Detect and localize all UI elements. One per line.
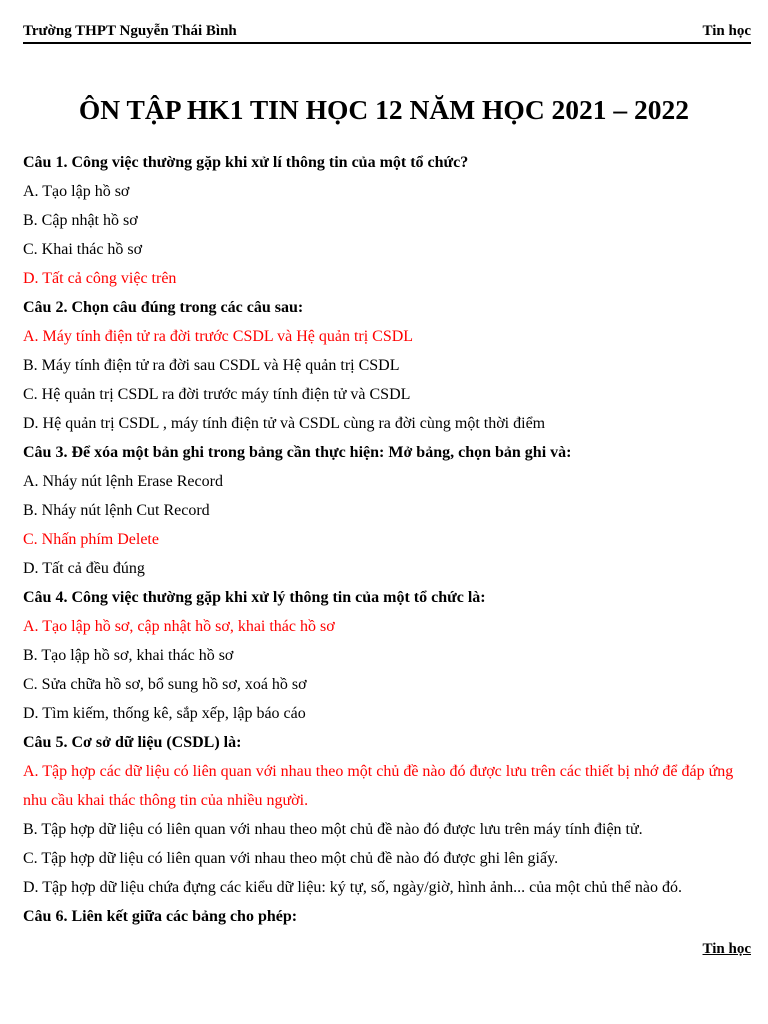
page-header — [23, 22, 751, 44]
question-4-option-b: B. Tạo lập hồ sơ, khai thác hồ sơ — [23, 647, 234, 664]
question-2: Câu 2. Chọn câu đúng trong các câu sau: — [23, 299, 304, 316]
question-1: Câu 1. Công việc thường gặp khi xử lí thông tin của một tổ chức? — [23, 154, 469, 171]
school-name: Trường THPT Nguyễn Thái Bình — [23, 23, 237, 39]
question-list — [23, 148, 754, 931]
question-2-option-c: C. Hệ quản trị CSDL ra đời trước máy tính điện tử và CSDL — [23, 386, 411, 403]
question-3-option-a: A. Nháy nút lệnh Erase Record — [23, 473, 223, 490]
question-4-option-c: C. Sửa chữa hồ sơ, bổ sung hồ sơ, xoá hồ sơ — [23, 676, 307, 693]
question-4-option-a-correct: A. Tạo lập hồ sơ, cập nhật hồ sơ, khai thác hồ sơ — [23, 618, 335, 635]
question-4: Câu 4. Công việc thường gặp khi xử lý thông tin của một tổ chức là: — [23, 589, 486, 606]
question-5: Câu 5. Cơ sở dữ liệu (CSDL) là: — [23, 734, 242, 751]
question-5-option-a-correct: A. Tập hợp các dữ liệu có liên quan với nhau theo một chủ đề nào đó được lưu trên các thiết bị nhớ để đáp ứng nhu cầu khai thác thông tin của nhiều người. — [23, 763, 734, 809]
footer-subject: Tin học — [702, 941, 751, 957]
question-3-option-d: D. Tất cả đều đúng — [23, 560, 145, 577]
question-1-option-b: B. Cập nhật hồ sơ — [23, 212, 138, 229]
question-3-option-c-correct: C. Nhấn phím Delete — [23, 531, 159, 548]
question-1-option-a: A. Tạo lập hồ sơ — [23, 183, 130, 200]
question-4-option-d: D. Tìm kiếm, thống kê, sắp xếp, lập báo cáo — [23, 705, 306, 722]
question-3-option-b: B. Nháy nút lệnh Cut Record — [23, 502, 210, 519]
question-2-option-b: B. Máy tính điện tử ra đời sau CSDL và Hệ quản trị CSDL — [23, 357, 400, 374]
question-3: Câu 3. Để xóa một bản ghi trong bảng cần thực hiện: Mở bảng, chọn bản ghi và: — [23, 444, 572, 461]
question-1-option-d-correct: D. Tất cả công việc trên — [23, 270, 177, 287]
question-5-option-d: D. Tập hợp dữ liệu chứa đựng các kiểu dữ liệu: ký tự, số, ngày/giờ, hình ảnh... của một chủ thể nào đó. — [23, 879, 682, 896]
question-1-option-c: C. Khai thác hồ sơ — [23, 241, 143, 258]
question-5-option-c: C. Tập hợp dữ liệu có liên quan với nhau theo một chủ đề nào đó được ghi lên giấy. — [23, 850, 559, 867]
question-5-option-b: B. Tập hợp dữ liệu có liên quan với nhau theo một chủ đề nào đó được lưu trên máy tính điện tử. — [23, 821, 643, 838]
header-subject: Tin học — [702, 23, 751, 39]
page-title: ÔN TẬP HK1 TIN HỌC 12 NĂM HỌC 2021 – 2022 — [78, 94, 690, 125]
question-6: Câu 6. Liên kết giữa các bảng cho phép: — [23, 908, 298, 925]
question-2-option-a-correct: A. Máy tính điện tử ra đời trước CSDL và Hệ quản trị CSDL — [23, 328, 414, 345]
question-2-option-d: D. Hệ quản trị CSDL , máy tính điện tử và CSDL cùng ra đời cùng một thời điểm — [23, 415, 546, 432]
